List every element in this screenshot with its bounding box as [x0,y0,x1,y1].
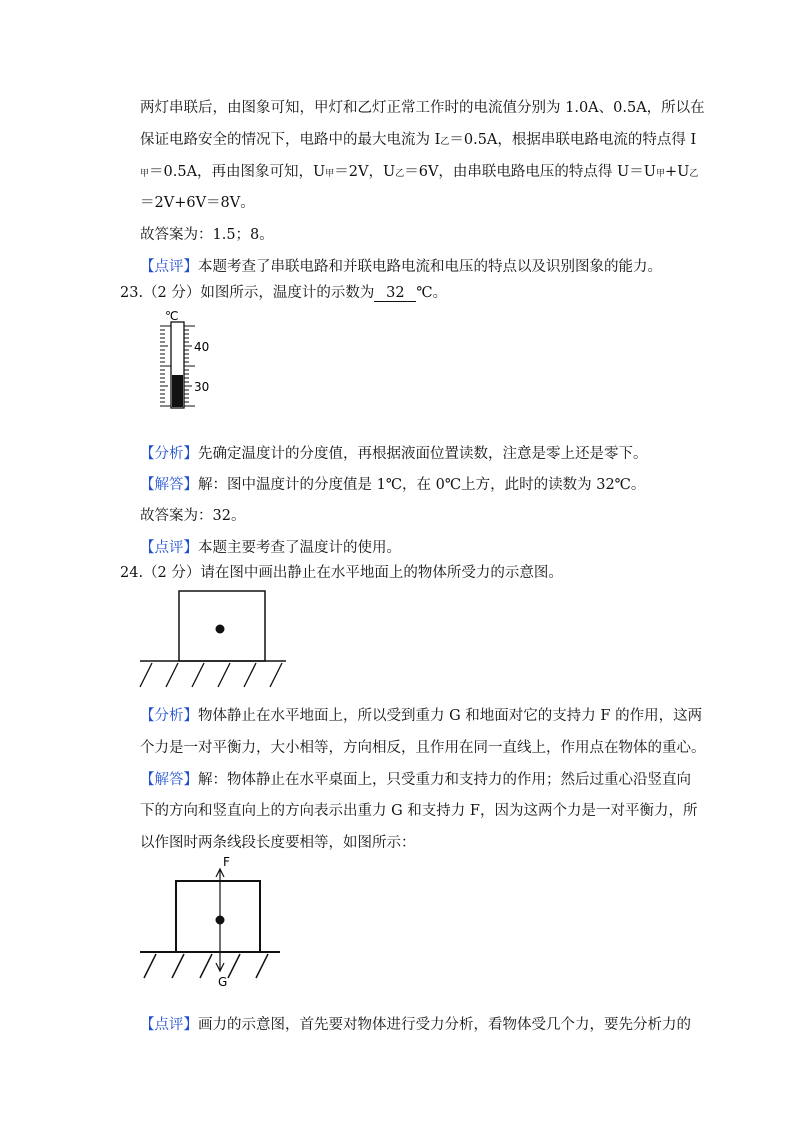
review-text: 本题考查了串联电路和并联电路电流和电压的特点以及识别图象的能力。 [198,259,662,275]
solution-tag: 【解答】 [140,477,198,493]
question-24 [120,563,563,583]
solution-line-4 [140,193,255,213]
text: ＝2V，U [334,164,396,180]
thermo-unit: ℃ [165,309,179,323]
question-23 [120,283,447,303]
text: 保证电路安全的情况下，电路中的最大电流为 I [140,132,441,148]
review-tag: 【点评】 [140,1017,198,1033]
force-diagram-figure [138,852,288,992]
solution-line-1 [140,98,705,118]
analysis-text: 物体静止在水平地面上，所以受到重力 G 和地面对它的支持力 F 的作用，这两 [198,708,703,724]
review-text: 画力的示意图，首先要对物体进行受力分析，看物体受几个力，要先分析力的 [198,1017,691,1033]
q23-review [140,538,401,558]
ground-hatching [144,954,268,978]
q23-solution [140,475,645,495]
q24-analysis-1 [140,706,702,726]
solution-tag: 【解答】 [140,772,198,788]
q23-analysis [140,444,648,464]
thermo-liquid [172,375,183,407]
analysis-tag: 【分析】 [140,708,198,724]
thermometer-figure [150,308,230,412]
analysis-text: 先确定温度计的分度值，再根据液面位置读数，注意是零上还是零下。 [198,446,648,462]
question-number: 24. [120,565,144,581]
q24-solution-1 [140,770,691,790]
text: ＝0.5A，根据串联电路电流的特点得 I [449,132,697,148]
review-text: 本题主要考查了温度计的使用。 [198,540,401,556]
text: 故答案为：1.5；8。 [140,227,274,243]
block-on-ground-figure [138,588,298,692]
subscript: 乙 [689,169,699,179]
q24-solution-2 [140,801,697,821]
solution-text: 解：图中温度计的分度值是 1℃，在 0℃上方，此时的读数为 32℃。 [198,477,646,493]
solution-line-3 [140,162,698,184]
solution-line-2 [140,130,696,152]
subscript: 甲 [325,169,335,179]
text: +U [665,164,690,180]
subscript: 甲 [140,169,150,179]
solution-text: 解：物体静止在水平桌面上，只受重力和支持力的作用；然后过重心沿竖直向 [198,772,691,788]
text: ＝6V，由串联电路电压的特点得 U＝U [404,164,656,180]
question-text: （2 分）如图所示，温度计的示数为 [143,285,375,301]
force-label-g: G [218,975,228,989]
answer-line [140,225,274,245]
q24-analysis-2 [140,738,706,758]
subscript: 乙 [440,137,450,147]
text: ＝2V+6V＝8V。 [140,195,255,211]
solution-text: 以作图时两条线段长度要相等，如图所示： [140,835,416,851]
question-text: （2 分）请在图中画出静止在水平地面上的物体所受力的示意图。 [143,565,563,581]
center-of-gravity-dot [216,625,225,634]
answer-text: 故答案为：32。 [140,508,246,524]
text: ＝0.5A，再由图象可知，U [149,164,326,180]
analysis-tag: 【分析】 [140,446,198,462]
force-label-f: F [223,855,230,869]
q23-answer [140,506,245,526]
review-tag: 【点评】 [140,540,198,556]
thermo-label-30: 30 [194,380,210,394]
q24-review [140,1015,691,1035]
q24-solution-3 [140,833,416,853]
thermo-label-40: 40 [194,340,210,354]
review-line [140,257,662,277]
analysis-text: 个力是一对平衡力，大小相等，方向相反，且作用在同一直线上，作用点在物体的重心。 [140,740,706,756]
answer-blank: 32 [374,285,416,302]
ground-hatching [140,663,282,687]
review-tag: 【点评】 [140,259,198,275]
solution-text: 下的方向和竖直向上的方向表示出重力 G 和支持力 F，因为这两个力是一对平衡力，所 [140,803,698,819]
question-number: 23. [120,285,144,301]
subscript: 甲 [655,169,665,179]
subscript: 乙 [395,169,405,179]
question-text: ℃。 [416,285,448,301]
text: 两灯串联后，由图象可知，甲灯和乙灯正常工作时的电流值分别为 1.0A、0.5A，所以在 [140,100,705,116]
